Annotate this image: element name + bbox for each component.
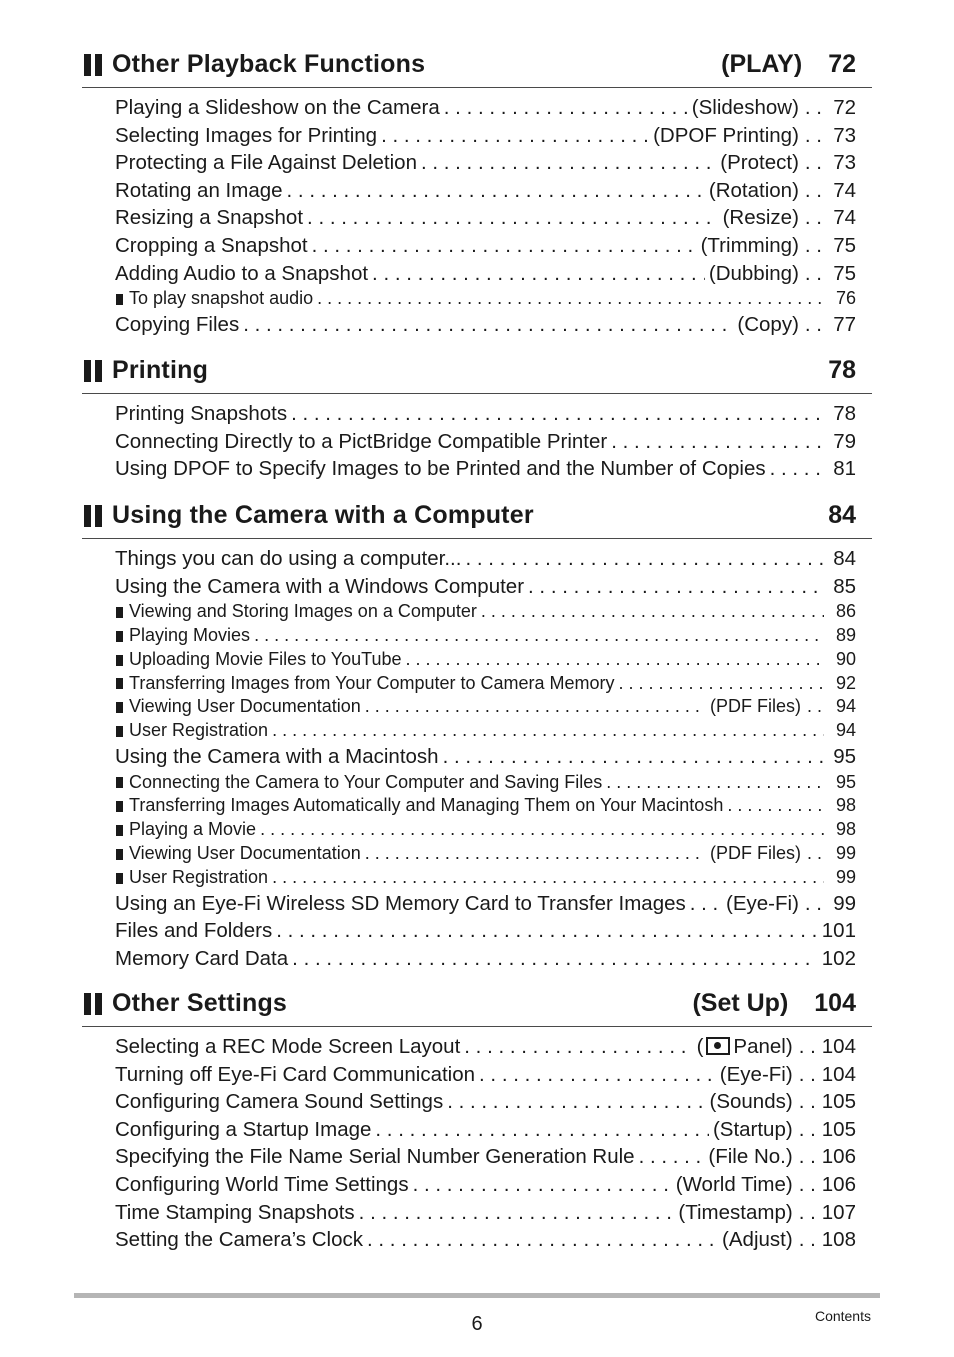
toc-entry[interactable] xyxy=(82,122,872,150)
toc-section xyxy=(82,987,872,1254)
toc-subentry[interactable] xyxy=(82,719,872,743)
toc-entry[interactable] xyxy=(82,545,872,573)
entry-label: Resizing a Snapshot xyxy=(115,206,304,230)
section-marker-icon xyxy=(84,360,104,382)
entry-tag: (Slideshow) xyxy=(691,96,799,119)
dot-leader xyxy=(292,945,818,973)
dot-leader: . . xyxy=(804,151,822,175)
entry-tag: (File No.) xyxy=(708,1145,793,1169)
dot-leader: . . xyxy=(804,261,822,285)
dot-leader xyxy=(421,149,716,177)
toc-entry-list xyxy=(82,1033,872,1254)
bullet-icon xyxy=(116,631,123,642)
section-header xyxy=(82,354,872,394)
toc-entry[interactable] xyxy=(82,260,872,288)
dot-leader: . . xyxy=(798,1090,816,1114)
dot-leader: . . xyxy=(804,96,822,119)
dot-leader: . . xyxy=(806,696,822,717)
dot-leader xyxy=(276,917,818,945)
entry-page: 72 xyxy=(833,96,856,119)
toc-entry[interactable] xyxy=(82,177,872,205)
dot-leader xyxy=(272,719,824,743)
dot-leader: . . xyxy=(804,206,822,230)
dot-leader xyxy=(317,287,824,311)
toc-entry[interactable] xyxy=(82,204,872,232)
dot-leader: . . xyxy=(798,1145,816,1169)
entry-page: 98 xyxy=(835,795,856,816)
bullet-icon xyxy=(116,294,123,305)
section-page-ref xyxy=(828,501,856,530)
entry-page: 81 xyxy=(833,457,856,481)
dot-leader: . . xyxy=(798,1200,816,1224)
entry-tag: (World Time) xyxy=(675,1172,793,1196)
bullet-icon xyxy=(116,702,123,713)
dot-leader xyxy=(287,177,705,205)
entry-page: 73 xyxy=(833,123,856,147)
toc-entry-list xyxy=(82,94,872,339)
dot-leader xyxy=(307,204,719,232)
entry-page: 74 xyxy=(833,178,856,202)
entry-label: Playing a Slideshow on the Camera xyxy=(115,96,440,119)
dot-leader xyxy=(479,1061,716,1089)
dot-leader xyxy=(359,1199,675,1227)
bullet-icon xyxy=(116,825,123,836)
entry-label: Configuring Camera Sound Settings xyxy=(115,1090,444,1114)
dot-leader: . . xyxy=(798,1035,816,1058)
dot-leader xyxy=(243,311,733,339)
dot-leader xyxy=(254,624,824,648)
section-page-ref xyxy=(828,356,856,385)
dot-leader xyxy=(272,866,824,890)
entry-label: To play snapshot audio xyxy=(129,288,314,309)
toc-entry[interactable] xyxy=(82,400,872,428)
toc-entry[interactable] xyxy=(82,1116,872,1144)
toc-entry[interactable] xyxy=(82,1199,872,1227)
entry-page: 85 xyxy=(833,574,856,598)
entry-tag: (Eye-Fi) xyxy=(719,1062,793,1086)
toc-section xyxy=(82,48,872,339)
entry-page: 75 xyxy=(833,233,856,257)
entry-page: 92 xyxy=(835,672,856,693)
entry-label: User Registration xyxy=(129,720,269,741)
entry-label: Using the Camera with a Windows Computer xyxy=(115,574,525,598)
section-header xyxy=(82,499,872,539)
bullet-icon xyxy=(116,801,123,812)
toc-subentry[interactable] xyxy=(82,600,872,624)
section-page-ref xyxy=(692,989,856,1018)
entry-label: Rotating an Image xyxy=(115,178,283,202)
dot-leader xyxy=(312,232,697,260)
entry-label: Adding Audio to a Snapshot xyxy=(115,261,369,285)
dot-leader xyxy=(690,890,722,918)
entry-label: Connecting Directly to a PictBridge Compatible Printer xyxy=(115,429,608,453)
entry-label: Protecting a File Against Deletion xyxy=(115,151,417,175)
toc-entry[interactable] xyxy=(82,1226,872,1254)
section-title: Printing xyxy=(112,356,209,384)
footer-rule xyxy=(74,1293,880,1298)
dot-leader xyxy=(444,94,688,122)
dot-leader xyxy=(639,1143,705,1171)
dot-leader: . . xyxy=(798,1062,816,1086)
toc-entry-list xyxy=(82,545,872,972)
entry-label: Cropping a Snapshot xyxy=(115,233,308,257)
entry-label: Copying Files xyxy=(115,312,240,336)
bullet-icon xyxy=(116,726,123,737)
dot-leader xyxy=(413,1171,672,1199)
dot-leader xyxy=(611,428,824,456)
toc-subentry[interactable] xyxy=(82,794,872,818)
entry-tag: (PDF Files) xyxy=(709,842,801,863)
bullet-icon xyxy=(116,607,123,618)
toc-entry[interactable] xyxy=(82,94,872,122)
entry-label: Using DPOF to Specify Images to be Printed and the Number of Copies xyxy=(115,457,766,481)
entry-tag: (DPOF Printing) xyxy=(653,123,799,147)
entry-label: Turning off Eye-Fi Card Communication xyxy=(115,1062,476,1086)
dot-leader xyxy=(365,695,706,719)
bullet-icon xyxy=(116,655,123,666)
dot-leader xyxy=(260,818,824,842)
entry-page: 98 xyxy=(835,819,856,840)
entry-page: 104 xyxy=(821,1035,856,1058)
entry-page: 78 xyxy=(833,402,856,425)
bullet-icon xyxy=(116,849,123,860)
dot-leader xyxy=(606,771,824,795)
entry-tag: (Dubbing) xyxy=(708,261,799,285)
dot-leader xyxy=(464,1033,692,1061)
section-title: Other Playback Functions xyxy=(112,50,426,78)
toc-entry[interactable] xyxy=(82,573,872,601)
dot-leader xyxy=(619,672,824,696)
entry-label: Specifying the File Name Serial Number Generation Rule xyxy=(115,1145,635,1169)
bullet-icon xyxy=(116,678,123,689)
entry-page: 106 xyxy=(821,1145,856,1169)
toc-subentry[interactable] xyxy=(82,695,872,719)
toc-entry[interactable] xyxy=(82,890,872,918)
toc-entry[interactable] xyxy=(82,455,872,483)
entry-page: 104 xyxy=(821,1062,856,1086)
toc-section xyxy=(82,499,872,972)
entry-label: Things you can do using a computer... xyxy=(115,547,462,570)
toc-entry[interactable] xyxy=(82,1033,872,1061)
entry-tag: (Sounds) xyxy=(709,1090,793,1114)
dot-leader: . . xyxy=(804,178,822,202)
dot-leader: . . xyxy=(804,312,822,336)
entry-label: Connecting the Camera to Your Computer and Saving Files xyxy=(129,771,603,792)
entry-label: Transferring Images Automatically and Managing Them on Your Macintosh xyxy=(129,795,724,816)
dot-leader xyxy=(447,1088,705,1116)
entry-tag: (Timestamp) xyxy=(678,1200,793,1224)
entry-page: 76 xyxy=(835,288,856,309)
dot-leader xyxy=(367,1226,718,1254)
toc-entry[interactable] xyxy=(82,945,872,973)
section-title: Using the Camera with a Computer xyxy=(112,501,534,529)
entry-label: Transferring Images from Your Computer to Camera Memory xyxy=(129,672,615,693)
section-header xyxy=(82,987,872,1027)
toc-entry[interactable] xyxy=(82,1143,872,1171)
entry-label: Configuring World Time Settings xyxy=(115,1172,409,1196)
entry-page: 99 xyxy=(835,842,856,863)
section-tag: (Set Up) xyxy=(692,989,789,1017)
entry-label: Viewing User Documentation xyxy=(129,842,361,863)
entry-tag: (Startup) xyxy=(712,1117,793,1141)
section-page: 72 xyxy=(828,50,856,78)
toc-entry[interactable] xyxy=(82,311,872,339)
entry-page: 75 xyxy=(833,261,856,285)
toc-subentry[interactable] xyxy=(82,672,872,696)
toc-subentry[interactable] xyxy=(82,818,872,842)
entry-page: 105 xyxy=(821,1117,856,1141)
dot-leader xyxy=(381,122,649,150)
dot-leader: . . xyxy=(798,1117,816,1141)
section-page-ref xyxy=(721,50,856,79)
dot-leader xyxy=(465,545,824,573)
camera-icon xyxy=(706,1037,730,1055)
toc-entry-list xyxy=(82,400,872,483)
dot-leader: . . xyxy=(798,1228,816,1252)
entry-page: 77 xyxy=(833,312,856,336)
entry-label: Printing Snapshots xyxy=(115,402,288,425)
toc-entry[interactable] xyxy=(82,1088,872,1116)
dot-leader: . . xyxy=(804,233,822,257)
entry-label: Uploading Movie Files to YouTube xyxy=(129,648,402,669)
entry-label: Viewing User Documentation xyxy=(129,696,361,717)
section-header xyxy=(82,48,872,88)
bullet-icon xyxy=(116,873,123,884)
entry-tag: (Protect) xyxy=(720,151,799,175)
dot-leader: . . xyxy=(798,1172,816,1196)
entry-label: Viewing and Storing Images on a Computer xyxy=(129,601,477,622)
dot-leader: . . xyxy=(804,891,822,915)
entry-page: 89 xyxy=(835,624,856,645)
bullet-icon xyxy=(116,777,123,788)
section-page: 78 xyxy=(828,356,856,384)
entry-label: Selecting Images for Printing xyxy=(115,123,378,147)
toc-subentry[interactable] xyxy=(82,648,872,672)
toc-section xyxy=(82,354,872,483)
entry-label: Selecting a REC Mode Screen Layout xyxy=(115,1035,461,1058)
section-tag: (PLAY) xyxy=(721,50,803,78)
toc-entry[interactable] xyxy=(82,232,872,260)
page-number: 6 xyxy=(471,1313,483,1335)
entry-page: 94 xyxy=(835,720,856,741)
dot-leader xyxy=(481,600,824,624)
entry-tag: (Trimming) xyxy=(700,233,799,257)
entry-page: 73 xyxy=(833,151,856,175)
entry-page: 84 xyxy=(833,547,856,570)
toc-entry[interactable] xyxy=(82,149,872,177)
entry-label: Setting the Camera’s Clock xyxy=(115,1228,364,1252)
section-marker-icon xyxy=(84,993,104,1015)
toc-entry[interactable] xyxy=(82,428,872,456)
dot-leader xyxy=(375,1116,709,1144)
dot-leader xyxy=(406,648,824,672)
section-marker-icon xyxy=(84,54,104,76)
dot-leader xyxy=(365,842,706,866)
toc-entry[interactable] xyxy=(82,1061,872,1089)
section-page: 104 xyxy=(814,989,856,1017)
entry-page: 95 xyxy=(833,744,856,768)
entry-tag: (Copy) xyxy=(737,312,799,336)
entry-page: 99 xyxy=(833,891,856,915)
toc-subentry[interactable] xyxy=(82,771,872,795)
dot-leader xyxy=(528,573,824,601)
entry-page: 86 xyxy=(835,601,856,622)
section-title: Other Settings xyxy=(112,989,288,1017)
entry-label: Using an Eye-Fi Wireless SD Memory Card to Transfer Images xyxy=(115,891,686,915)
entry-page: 106 xyxy=(821,1172,856,1196)
toc-entry[interactable] xyxy=(82,1171,872,1199)
dot-leader xyxy=(372,260,705,288)
entry-tag: (PDF Files) xyxy=(709,696,801,717)
entry-label: Playing a Movie xyxy=(129,819,257,840)
dot-leader xyxy=(291,400,824,428)
entry-page: 108 xyxy=(821,1228,856,1252)
entry-page: 74 xyxy=(833,206,856,230)
section-page: 84 xyxy=(828,501,856,529)
dot-leader xyxy=(770,455,824,483)
entry-page: 95 xyxy=(835,771,856,792)
entry-page: 101 xyxy=(821,919,856,943)
entry-tag: (Adjust) xyxy=(722,1228,793,1252)
section-marker-icon xyxy=(84,505,104,527)
entry-page: 90 xyxy=(835,648,856,669)
footer-label: Contents xyxy=(814,1308,871,1324)
entry-label: Using the Camera with a Macintosh xyxy=(115,744,439,768)
toc-subentry[interactable] xyxy=(82,287,872,311)
toc-subentry[interactable] xyxy=(82,866,872,890)
entry-tag-text: Panel) xyxy=(733,1035,793,1058)
entry-tag: (Eye-Fi) xyxy=(726,891,799,915)
entry-tag: (Rotation) xyxy=(708,178,799,202)
entry-tag: (Resize) xyxy=(722,206,799,230)
entry-label: Memory Card Data xyxy=(115,946,289,970)
entry-page: 107 xyxy=(821,1200,856,1224)
toc-entry[interactable] xyxy=(82,917,872,945)
toc-entry[interactable] xyxy=(82,743,872,771)
entry-label: Configuring a Startup Image xyxy=(115,1117,372,1141)
entry-page: 102 xyxy=(821,946,856,970)
toc-subentry[interactable] xyxy=(82,842,872,866)
entry-label: Playing Movies xyxy=(129,624,251,645)
entry-page: 105 xyxy=(821,1090,856,1114)
entry-label: Time Stamping Snapshots xyxy=(115,1200,355,1224)
entry-page: 79 xyxy=(833,429,856,453)
entry-label: User Registration xyxy=(129,866,269,887)
dot-leader xyxy=(727,794,824,818)
dot-leader xyxy=(443,743,824,771)
entry-label: Files and Folders xyxy=(115,919,273,943)
dot-leader: . . xyxy=(804,123,822,147)
toc-subentry[interactable] xyxy=(82,624,872,648)
entry-page: 99 xyxy=(835,866,856,887)
entry-page: 94 xyxy=(835,696,856,717)
entry-tag: ( Panel) xyxy=(696,1035,793,1058)
dot-leader: . . xyxy=(806,842,822,863)
